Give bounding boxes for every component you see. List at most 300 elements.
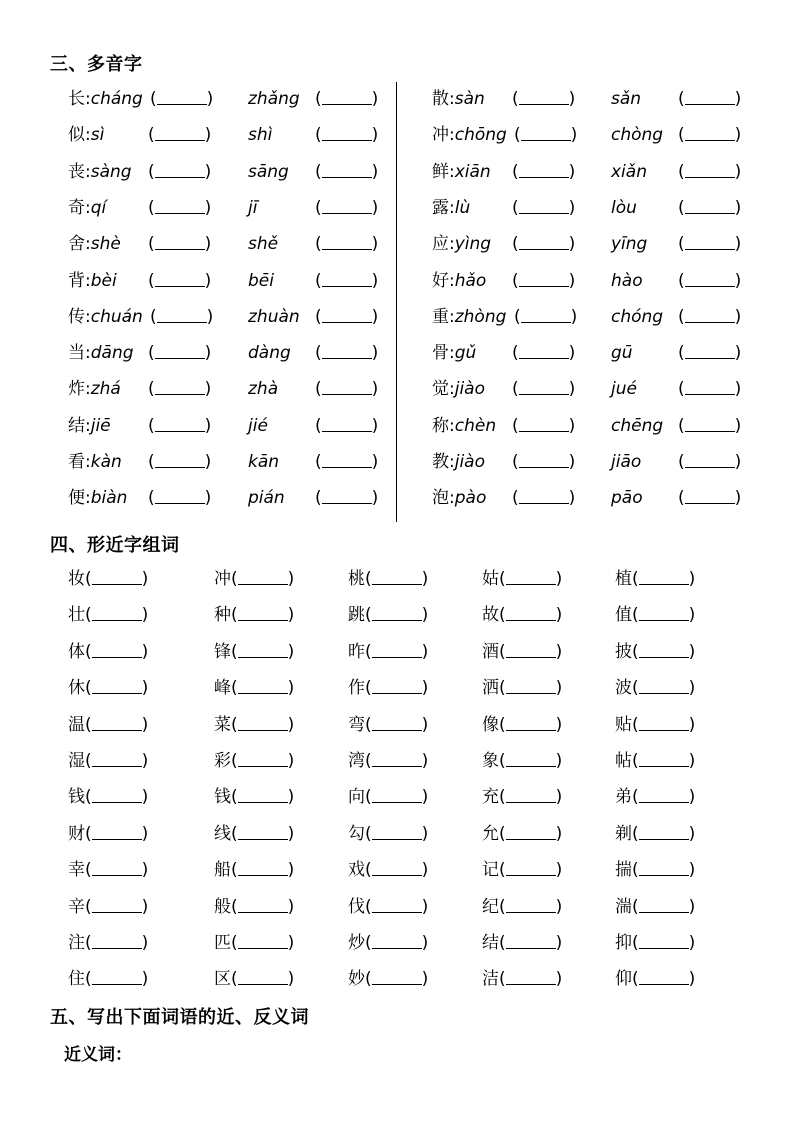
colon: : <box>85 343 91 364</box>
answer-blank-1[interactable]: ( ) <box>512 231 575 257</box>
similar-char-item <box>68 748 148 774</box>
pinyin-2: jiāo <box>611 452 642 472</box>
similar-char-item <box>482 821 562 847</box>
word-blank[interactable]: ( ) <box>231 605 294 625</box>
pinyin-2: kān <box>248 452 280 472</box>
similar-char-item <box>615 748 695 774</box>
similar-char-item <box>482 712 562 738</box>
answer-blank-1[interactable]: ( ) <box>512 340 575 366</box>
pinyin-2: bēi <box>248 270 274 291</box>
word-blank[interactable]: ( ) <box>632 569 695 589</box>
word-blank[interactable]: ( ) <box>499 642 562 662</box>
word-blank[interactable]: ( ) <box>365 751 428 771</box>
polyphone-item <box>432 449 485 475</box>
pinyin-1: lù <box>454 197 471 218</box>
similar-char: 壮 <box>68 605 85 626</box>
polyphone-item <box>432 122 507 148</box>
polyphone-item <box>68 304 143 330</box>
pinyin-2: jié <box>248 415 268 436</box>
similar-char-item <box>482 675 562 701</box>
answer-blank-2[interactable]: ( ) <box>678 485 741 511</box>
polyphone-item <box>68 376 121 402</box>
answer-blank-2[interactable]: ( ) <box>315 449 378 475</box>
answer-blank-1[interactable]: ( ) <box>148 268 211 294</box>
word-blank[interactable]: ( ) <box>365 860 428 880</box>
polyphone-item-2 <box>611 231 647 257</box>
section5-title: 五、写出下面词语的近、反义词 <box>50 1007 309 1028</box>
similar-char: 抑 <box>615 933 632 953</box>
answer-blank-2[interactable]: ( ) <box>315 376 378 402</box>
word-blank[interactable]: ( ) <box>499 715 562 735</box>
pinyin-2: xiǎn <box>611 161 647 182</box>
similar-char: 菜 <box>214 714 231 735</box>
word-blank[interactable]: ( ) <box>365 787 428 807</box>
answer-blank-1[interactable]: ( ) <box>512 159 575 185</box>
word-blank[interactable]: ( ) <box>365 715 428 735</box>
answer-blank-1[interactable]: ( ) <box>512 376 575 402</box>
similar-char-item <box>615 857 695 883</box>
similar-char: 注 <box>68 933 85 953</box>
polyphone-char: 教 <box>432 452 449 472</box>
polyphone-item-2 <box>248 340 291 366</box>
pinyin-2: lòu <box>611 197 637 218</box>
pinyin-1: shè <box>90 234 121 255</box>
pinyin-1: hǎo <box>454 270 487 291</box>
similar-char: 种 <box>214 605 231 626</box>
similar-char-item <box>68 930 148 956</box>
pinyin-1: jiē <box>90 415 111 436</box>
word-blank[interactable]: ( ) <box>632 605 695 625</box>
polyphone-item-2 <box>248 413 268 439</box>
polyphone-item <box>432 231 491 257</box>
pinyin-1: dāng <box>90 343 134 364</box>
word-blank[interactable]: ( ) <box>365 569 428 589</box>
similar-char-item <box>68 602 148 628</box>
word-blank[interactable]: ( ) <box>231 897 294 917</box>
similar-char-item <box>68 566 148 592</box>
polyphone-char: 便 <box>68 488 85 509</box>
similar-char-item <box>68 675 148 701</box>
pinyin-2: zhuàn <box>248 306 300 327</box>
similar-char: 披 <box>615 641 632 662</box>
word-blank[interactable]: ( ) <box>85 787 148 807</box>
similar-char: 戏 <box>348 860 365 881</box>
polyphone-char: 传 <box>68 306 85 327</box>
polyphone-item <box>68 159 132 185</box>
polyphone-item-2 <box>248 268 274 294</box>
word-blank[interactable]: ( ) <box>85 969 148 989</box>
similar-char: 区 <box>214 969 231 990</box>
similar-char-item <box>615 930 695 956</box>
answer-blank-1[interactable]: ( ) <box>514 304 577 330</box>
similar-char-item <box>68 857 148 883</box>
answer-blank-1[interactable]: ( ) <box>512 485 575 511</box>
answer-blank-2[interactable]: ( ) <box>678 304 741 330</box>
similar-char: 充 <box>482 787 499 808</box>
similar-char-item <box>615 966 695 992</box>
colon: : <box>85 452 91 472</box>
polyphone-item-2 <box>611 304 663 330</box>
word-blank[interactable]: ( ) <box>499 897 562 917</box>
answer-blank-1[interactable]: ( ) <box>148 485 211 511</box>
polyphone-item <box>68 268 117 294</box>
similar-char-item <box>214 748 294 774</box>
answer-blank-1[interactable]: ( ) <box>512 413 575 439</box>
word-blank[interactable]: ( ) <box>231 569 294 589</box>
pinyin-2: gū <box>611 343 633 364</box>
pinyin-1: zhòng <box>454 306 507 327</box>
word-blank[interactable]: ( ) <box>499 751 562 771</box>
answer-blank-1[interactable]: ( ) <box>148 340 211 366</box>
similar-char-item <box>348 639 428 665</box>
polyphone-char: 觉 <box>432 379 449 400</box>
similar-char: 酒 <box>482 641 499 662</box>
similar-char-item <box>482 966 562 992</box>
similar-char: 向 <box>348 787 365 808</box>
polyphone-item-2 <box>611 449 641 475</box>
answer-blank-1[interactable]: ( ) <box>150 304 213 330</box>
similar-char-item <box>68 784 148 810</box>
answer-blank-1[interactable]: ( ) <box>512 86 575 112</box>
similar-char: 炒 <box>348 933 365 953</box>
colon: : <box>449 452 455 472</box>
similar-char: 剃 <box>615 823 632 844</box>
section3-title: 三、多音字 <box>50 54 143 75</box>
answer-blank-1[interactable]: ( ) <box>148 159 211 185</box>
similar-char: 故 <box>482 605 499 626</box>
similar-char: 跳 <box>348 605 365 626</box>
similar-char: 像 <box>482 714 499 735</box>
answer-blank-1[interactable]: ( ) <box>148 195 211 221</box>
word-blank[interactable]: ( ) <box>632 824 695 844</box>
colon: : <box>85 234 91 255</box>
pinyin-1: chèn <box>454 415 497 436</box>
answer-blank-1[interactable]: ( ) <box>514 122 577 148</box>
similar-char: 钱 <box>214 787 231 808</box>
polyphone-item <box>432 86 485 112</box>
word-blank[interactable]: ( ) <box>85 605 148 625</box>
answer-blank-1[interactable]: ( ) <box>150 86 213 112</box>
similar-char: 帖 <box>615 751 632 771</box>
pinyin-1: chuán <box>90 306 143 327</box>
pinyin-1: cháng <box>90 89 143 109</box>
polyphone-char: 结 <box>68 415 85 436</box>
answer-blank-1[interactable]: ( ) <box>512 449 575 475</box>
word-blank[interactable]: ( ) <box>85 860 148 880</box>
polyphone-item <box>68 485 127 511</box>
word-blank[interactable]: ( ) <box>499 787 562 807</box>
polyphone-char: 冲 <box>432 125 449 146</box>
answer-blank-2[interactable]: ( ) <box>315 340 378 366</box>
word-blank[interactable]: ( ) <box>499 933 562 953</box>
word-blank[interactable]: ( ) <box>632 751 695 771</box>
polyphone-char: 骨 <box>432 343 449 364</box>
similar-char-item <box>615 602 695 628</box>
pinyin-2: yīng <box>611 234 648 255</box>
polyphone-char: 似 <box>68 125 85 146</box>
similar-char: 船 <box>214 860 231 881</box>
similar-char-item <box>68 639 148 665</box>
similar-char-item <box>615 821 695 847</box>
similar-char-item <box>348 566 428 592</box>
similar-char-item <box>615 566 695 592</box>
similar-char-item <box>214 712 294 738</box>
word-blank[interactable]: ( ) <box>632 933 695 953</box>
pinyin-1: sì <box>90 125 105 146</box>
word-blank[interactable]: ( ) <box>231 642 294 662</box>
word-blank[interactable]: ( ) <box>85 824 148 844</box>
answer-blank-1[interactable]: ( ) <box>148 122 211 148</box>
answer-blank-2[interactable]: ( ) <box>678 159 741 185</box>
answer-blank-1[interactable]: ( ) <box>148 231 211 257</box>
column-divider <box>396 82 397 522</box>
similar-char-item <box>348 966 428 992</box>
similar-char-item <box>348 784 428 810</box>
polyphone-item-2 <box>248 304 300 330</box>
word-blank[interactable]: ( ) <box>231 678 294 698</box>
word-blank[interactable]: ( ) <box>632 787 695 807</box>
similar-char: 贴 <box>615 714 632 735</box>
word-blank[interactable]: ( ) <box>85 933 148 953</box>
similar-char: 财 <box>68 823 85 844</box>
word-blank[interactable]: ( ) <box>499 969 562 989</box>
similar-char-item <box>214 966 294 992</box>
similar-char: 值 <box>615 605 632 626</box>
word-blank[interactable]: ( ) <box>231 933 294 953</box>
polyphone-item <box>68 122 104 148</box>
answer-blank-2[interactable]: ( ) <box>678 268 741 294</box>
colon: : <box>449 125 455 146</box>
similar-char-item <box>482 602 562 628</box>
similar-char-item <box>348 602 428 628</box>
colon: : <box>449 488 455 509</box>
pinyin-1: sàng <box>90 161 132 182</box>
word-blank[interactable]: ( ) <box>231 969 294 989</box>
similar-char-item <box>615 894 695 920</box>
pinyin-1: biàn <box>90 488 128 509</box>
similar-char-item <box>68 966 148 992</box>
word-blank[interactable]: ( ) <box>85 751 148 771</box>
polyphone-item <box>68 231 121 257</box>
similar-char-item <box>68 894 148 920</box>
answer-blank-2[interactable]: ( ) <box>315 413 378 439</box>
word-blank[interactable]: ( ) <box>365 605 428 625</box>
answer-blank-2[interactable]: ( ) <box>315 159 378 185</box>
colon: : <box>85 161 91 182</box>
word-blank[interactable]: ( ) <box>365 897 428 917</box>
pinyin-2: sǎn <box>611 89 642 109</box>
colon: : <box>449 197 455 218</box>
polyphone-char: 露 <box>432 197 449 218</box>
polyphone-item-2 <box>611 376 637 402</box>
pinyin-1: bèi <box>90 270 117 291</box>
word-blank[interactable]: ( ) <box>365 678 428 698</box>
answer-blank-1[interactable]: ( ) <box>148 449 211 475</box>
polyphone-char: 泡 <box>432 488 449 509</box>
polyphone-item <box>432 159 491 185</box>
answer-blank-1[interactable]: ( ) <box>148 376 211 402</box>
answer-blank-2[interactable]: ( ) <box>315 304 378 330</box>
word-blank[interactable]: ( ) <box>85 569 148 589</box>
pinyin-2: zhà <box>248 379 279 400</box>
colon: : <box>85 89 91 109</box>
similar-char: 妙 <box>348 969 365 990</box>
similar-char: 峰 <box>214 678 231 699</box>
word-blank[interactable]: ( ) <box>85 897 148 917</box>
similar-char: 钱 <box>68 787 85 808</box>
word-blank[interactable]: ( ) <box>365 642 428 662</box>
polyphone-item-2 <box>611 86 641 112</box>
pinyin-2: chóng <box>611 306 664 327</box>
word-blank[interactable]: ( ) <box>85 715 148 735</box>
similar-char-item <box>68 821 148 847</box>
pinyin-1: zhá <box>90 379 121 400</box>
word-blank[interactable]: ( ) <box>632 678 695 698</box>
similar-char: 植 <box>615 569 632 589</box>
similar-char-item <box>615 639 695 665</box>
word-blank[interactable]: ( ) <box>231 824 294 844</box>
similar-char-item <box>214 821 294 847</box>
word-blank[interactable]: ( ) <box>499 605 562 625</box>
pinyin-1: sàn <box>454 89 485 109</box>
polyphone-item <box>432 195 470 221</box>
pinyin-1: gǔ <box>454 343 477 364</box>
answer-blank-2[interactable]: ( ) <box>315 195 378 221</box>
similar-char: 幸 <box>68 860 85 881</box>
word-blank[interactable]: ( ) <box>499 860 562 880</box>
colon: : <box>449 306 455 327</box>
word-blank[interactable]: ( ) <box>231 715 294 735</box>
answer-blank-2[interactable]: ( ) <box>678 86 741 112</box>
polyphone-item <box>432 268 486 294</box>
word-blank[interactable]: ( ) <box>365 969 428 989</box>
answer-blank-1[interactable]: ( ) <box>512 268 575 294</box>
polyphone-char: 当 <box>68 343 85 364</box>
word-blank[interactable]: ( ) <box>231 860 294 880</box>
colon: : <box>85 270 91 291</box>
answer-blank-2[interactable]: ( ) <box>678 449 741 475</box>
similar-char-item <box>348 930 428 956</box>
word-blank[interactable]: ( ) <box>85 642 148 662</box>
polyphone-char: 鲜 <box>432 161 449 182</box>
pinyin-2: jī <box>248 197 258 218</box>
word-blank[interactable]: ( ) <box>632 715 695 735</box>
similar-char: 姑 <box>482 569 499 589</box>
answer-blank-2[interactable]: ( ) <box>678 340 741 366</box>
pinyin-2: chēng <box>611 415 664 436</box>
polyphone-item <box>68 449 122 475</box>
polyphone-char: 背 <box>68 270 85 291</box>
similar-char: 湍 <box>615 896 632 917</box>
polyphone-char: 丧 <box>68 161 85 182</box>
answer-blank-2[interactable]: ( ) <box>315 485 378 511</box>
word-blank[interactable]: ( ) <box>499 678 562 698</box>
word-blank[interactable]: ( ) <box>632 969 695 989</box>
polyphone-char: 舍 <box>68 234 85 255</box>
word-blank[interactable]: ( ) <box>365 824 428 844</box>
answer-blank-1[interactable]: ( ) <box>512 195 575 221</box>
pinyin-1: xiān <box>454 161 491 182</box>
pinyin-1: yìng <box>454 234 492 255</box>
polyphone-char: 炸 <box>68 379 85 400</box>
similar-char: 匹 <box>214 933 231 953</box>
colon: : <box>85 306 91 327</box>
answer-blank-1[interactable]: ( ) <box>148 413 211 439</box>
polyphone-item <box>432 304 506 330</box>
polyphone-char: 散 <box>432 89 449 109</box>
word-blank[interactable]: ( ) <box>85 678 148 698</box>
answer-blank-2[interactable]: ( ) <box>315 268 378 294</box>
polyphone-char: 重 <box>432 306 449 327</box>
similar-char: 妆 <box>68 569 85 589</box>
similar-char-item <box>214 894 294 920</box>
answer-blank-2[interactable]: ( ) <box>678 195 741 221</box>
similar-char-item <box>214 857 294 883</box>
section4-title: 四、形近字组词 <box>50 535 180 556</box>
answer-blank-2[interactable]: ( ) <box>678 122 741 148</box>
similar-char: 纪 <box>482 896 499 917</box>
polyphone-item-2 <box>248 449 279 475</box>
polyphone-item <box>432 376 485 402</box>
word-blank[interactable]: ( ) <box>231 751 294 771</box>
colon: : <box>449 415 455 436</box>
similar-char-item <box>348 675 428 701</box>
pinyin-2: shì <box>248 125 273 146</box>
word-blank[interactable]: ( ) <box>499 569 562 589</box>
similar-char: 象 <box>482 751 499 771</box>
polyphone-item <box>68 340 134 366</box>
answer-blank-2[interactable]: ( ) <box>678 413 741 439</box>
similar-char: 温 <box>68 714 85 735</box>
similar-char-item <box>214 639 294 665</box>
colon: : <box>449 234 455 255</box>
word-blank[interactable]: ( ) <box>499 824 562 844</box>
similar-char-item <box>348 821 428 847</box>
word-blank[interactable]: ( ) <box>632 860 695 880</box>
similar-char: 住 <box>68 969 85 990</box>
word-blank[interactable]: ( ) <box>632 642 695 662</box>
polyphone-item-2 <box>611 159 647 185</box>
colon: : <box>85 415 91 436</box>
similar-char-item <box>615 675 695 701</box>
polyphone-item-2 <box>248 86 300 112</box>
similar-char-item <box>615 712 695 738</box>
pinyin-1: jiào <box>454 452 485 472</box>
similar-char: 湿 <box>68 751 85 771</box>
word-blank[interactable]: ( ) <box>632 897 695 917</box>
similar-char: 洒 <box>482 678 499 699</box>
similar-char: 揣 <box>615 860 632 881</box>
similar-char-item <box>615 784 695 810</box>
answer-blank-2[interactable]: ( ) <box>315 122 378 148</box>
similar-char: 允 <box>482 823 499 844</box>
word-blank[interactable]: ( ) <box>231 787 294 807</box>
polyphone-item <box>432 485 486 511</box>
similar-char: 桃 <box>348 569 365 589</box>
similar-char: 弯 <box>348 714 365 735</box>
answer-blank-2[interactable]: ( ) <box>678 376 741 402</box>
similar-char-item <box>482 930 562 956</box>
answer-blank-2[interactable]: ( ) <box>315 86 378 112</box>
polyphone-item-2 <box>248 485 285 511</box>
polyphone-item-2 <box>611 195 637 221</box>
answer-blank-2[interactable]: ( ) <box>678 231 741 257</box>
colon: : <box>85 488 91 509</box>
answer-blank-2[interactable]: ( ) <box>315 231 378 257</box>
polyphone-char: 看 <box>68 452 85 472</box>
similar-char-item <box>214 566 294 592</box>
word-blank[interactable]: ( ) <box>365 933 428 953</box>
